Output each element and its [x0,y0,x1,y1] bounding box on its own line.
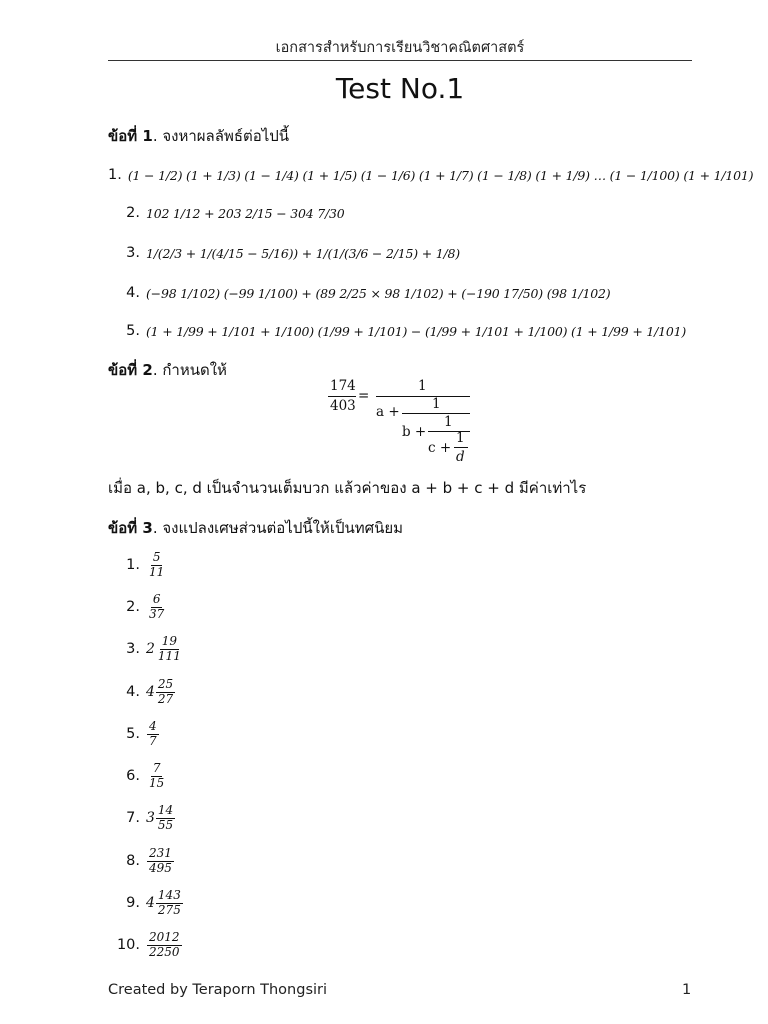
q1-item-4 [108,278,706,308]
q3-item-3-number: 3. [126,641,140,657]
q3-item-6-denominator: 15 [149,775,165,790]
q3-item-4-whole: 4 [146,684,155,700]
q3-item-4 [108,675,706,709]
cf-left-bar [328,396,356,397]
q3-item-7-denominator: 55 [157,817,174,832]
q3-item-2 [108,590,706,624]
q3-item-9-fraction [156,889,183,916]
q3-item-6-fraction [147,762,166,789]
q1-item-1 [108,160,754,190]
cf-numerator-2: 1 [432,396,441,412]
document-header: เอกสารสำหรับการเรียนวิชาคณิตศาสตร์ [275,40,525,56]
q3-item-5-denominator: 7 [149,733,157,748]
q3-item-6-numerator: 7 [152,761,161,776]
q3-item-10-number: 10. [116,937,140,953]
q3-item-7 [108,801,706,835]
footer-author: Created by Teraporn Thongsiri [108,982,328,998]
q3-item-3-numerator: 19 [161,634,178,649]
q3-item-1-denominator: 11 [149,564,165,579]
cf-bar-3 [428,431,470,432]
q3-item-1-number: 1. [126,557,140,573]
q3-item-5-number: 5. [126,726,140,742]
q3-item-9-numerator: 143 [157,888,181,903]
q1-item-2-number: 2. [126,205,140,221]
q3-item-7-whole: 3 [146,810,155,826]
question-2-heading [108,358,227,382]
q3-item-1-numerator: 5 [152,550,161,565]
q3-item-10-denominator: 2250 [149,944,180,959]
question-3-heading [108,516,403,540]
q3-item-2-numerator: 6 [152,592,161,607]
cf-term-a: a + [376,404,400,420]
q3-item-8 [108,844,706,878]
q3-item-8-fraction [147,847,174,874]
q3-item-4-numerator: 25 [157,677,174,692]
q3-item-5-fraction [147,720,159,747]
q3-item-7-number: 7. [126,810,140,826]
cf-left-denominator: 403 [330,398,356,414]
cf-left-numerator: 174 [330,378,356,394]
q3-item-9-number: 9. [126,895,140,911]
question-2-label: ข้อที่ 2 [108,361,153,379]
cf-numerator-3: 1 [444,414,453,430]
q1-item-5 [108,316,706,346]
q1-item-3-expression: 1/(2/3 + 1/(4/15 − 5/16)) + 1/(1/(3/6 − 2/15) + 1/8) [146,245,460,261]
q3-item-9-denominator: 275 [157,902,181,917]
q3-item-3-whole: 2 [146,641,155,657]
q3-item-9 [108,886,706,920]
q3-item-1-fraction [147,551,166,578]
cf-equals: = [358,388,370,404]
q3-item-9-whole: 4 [146,895,155,911]
cf-numerator-4: 1 [456,430,465,446]
q3-item-10-numerator: 2012 [149,930,180,945]
q1-item-1-expression: (1 − 1/2) (1 + 1/3) (1 − 1/4) (1 + 1/5) (1 − 1/6) (1 + 1/7) (1 − 1/8) (1 + 1/9) … (1 − 1/100) (1 + 1/101) [127,167,754,183]
q3-item-6-number: 6. [126,768,140,784]
question-2-statement: เมื่อ a, b, c, d เป็นจำนวนเต็มบวก แล้วค่าของ a + b + c + d มีค่าเท่าไร [108,479,587,497]
question-3-text: . จงแปลงเศษส่วนต่อไปนี้ให้เป็นทศนิยม [152,519,404,537]
q3-item-7-numerator: 14 [157,803,174,818]
cf-numerator-1: 1 [418,378,427,394]
question-3-label: ข้อที่ 3 [108,519,153,537]
q1-item-3-number: 3. [126,245,140,261]
q3-item-8-denominator: 495 [149,860,172,875]
page-title: Test No.1 [335,72,465,105]
q3-item-2-denominator: 37 [149,606,165,621]
q3-item-8-number: 8. [126,853,140,869]
q3-item-5-numerator: 4 [149,719,157,734]
cf-term-b: b + [402,424,427,440]
q3-item-3 [108,632,706,666]
q3-item-7-fraction [156,804,175,831]
question-1-text: . จงหาผลลัพธ์ต่อไปนี้ [152,127,290,145]
cf-bar-4 [454,447,468,448]
q3-item-8-numerator: 231 [149,846,172,861]
q3-item-4-fraction [156,678,175,705]
q1-item-5-number: 5. [126,323,140,339]
q1-item-4-number: 4. [126,285,140,301]
q1-item-2-expression: 102 1/12 + 203 2/15 − 304 7/30 [146,205,345,221]
q3-item-4-number: 4. [126,684,140,700]
q3-item-4-denominator: 27 [157,691,174,706]
cf-bar-2 [402,413,470,414]
q3-item-3-denominator: 111 [157,648,181,663]
q3-item-10-fraction [147,931,182,958]
q3-item-2-fraction [147,593,166,620]
cf-term-c: c + [428,440,452,456]
cf-term-d: d [456,449,465,465]
question-1-label: ข้อที่ 1 [108,127,153,145]
q3-item-3-fraction [156,635,183,662]
q1-item-3 [108,238,706,268]
header-rule [108,60,692,61]
q3-item-1 [108,548,706,582]
q1-item-4-expression: (−98 1/102) (−99 1/100) + (89 2/25 × 98 1/102) + (−190 17/50) (98 1/102) [146,285,611,301]
cf-bar-1 [376,396,470,397]
q3-item-6 [108,759,706,793]
footer-page-number: 1 [682,982,692,998]
q3-item-10 [108,928,706,962]
q3-item-5 [108,717,706,751]
question-2-text: . กำหนดให้ [152,361,227,379]
q1-item-1-number: 1. [108,167,122,183]
q1-item-5-expression: (1 + 1/99 + 1/101 + 1/100) (1/99 + 1/101) − (1/99 + 1/101 + 1/100) (1 + 1/99 + 1/101) [146,323,687,339]
q3-item-2-number: 2. [126,599,140,615]
q1-item-2 [108,198,706,228]
question-1-heading [108,124,289,148]
